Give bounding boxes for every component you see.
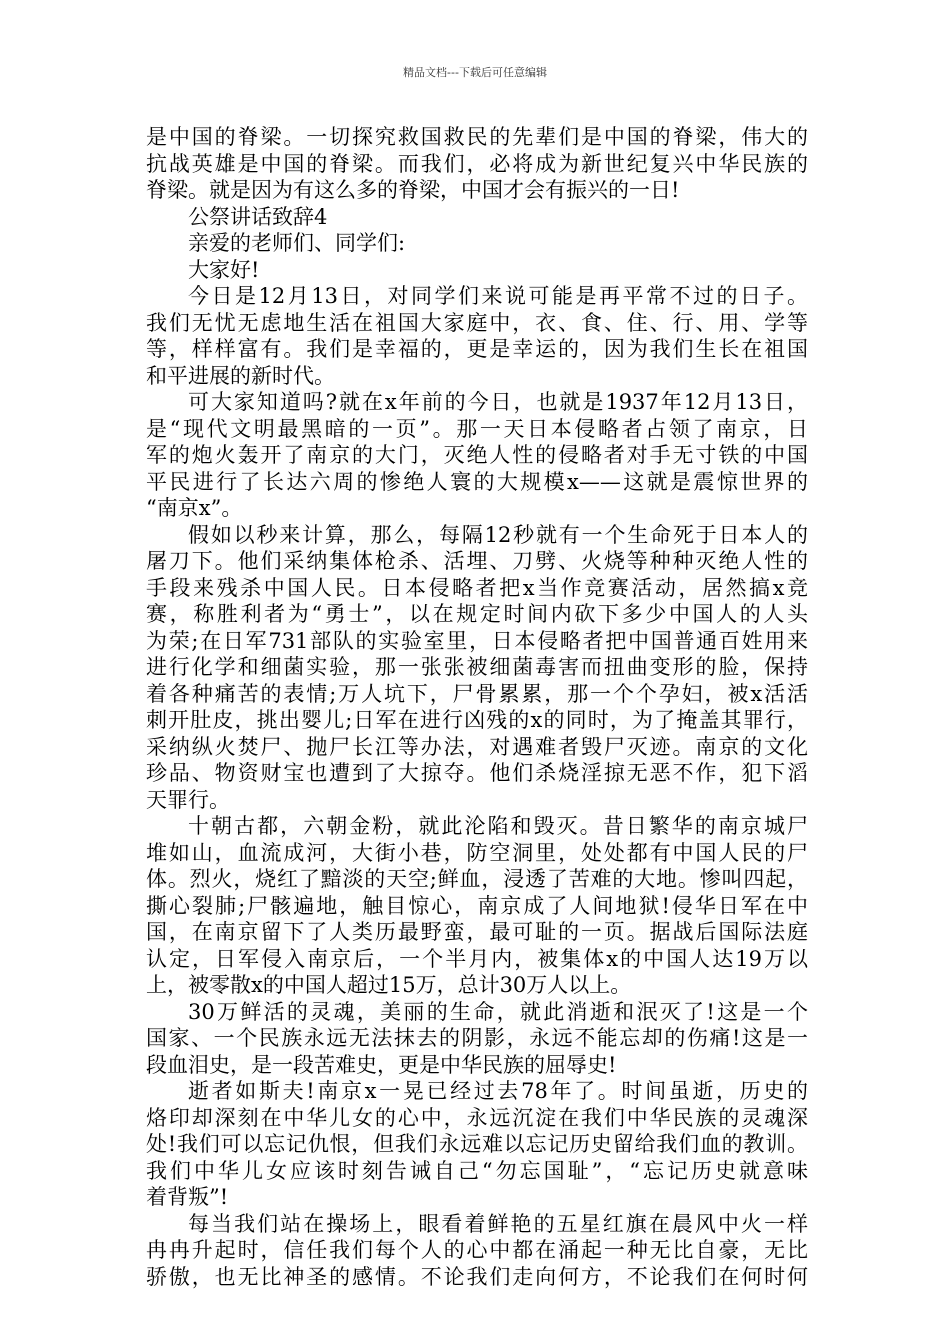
text-line: “南京x”。 (146, 496, 243, 520)
text-line: 赛，称胜利者为“勇士”，以在规定时间内砍下多少中国人的人头 (146, 602, 808, 626)
text-line: 逝者如斯夫!南京x一晃已经过去78年了。时间虽逝，历史的 (188, 1079, 808, 1103)
text-line: 为荣;在日军731部队的实验室里，日本侵略者把中国普通百姓用来 (146, 628, 808, 653)
text-line: 屠刀下。他们采纳集体枪杀、活埋、刀劈、火烧等种种灭绝人性的 (146, 549, 808, 573)
text-line: 冉冉升起时，信任我们每个人的心中都在涌起一种无比自豪，无比 (146, 1238, 808, 1262)
text-line: 珍品、物资财宝也遭到了大掠夺。他们杀烧淫掠无恶不作，犯下滔 (146, 761, 808, 785)
text-line: 大家好! (188, 257, 260, 282)
text-line: 天罪行。 (146, 787, 230, 812)
text-line: 是中国的脊梁。一切探究救国救民的先辈们是中国的脊梁，伟大的 (146, 125, 808, 149)
page-header: 精品文档---下载后可任意编辑 (403, 66, 547, 79)
text-line: 堆如山，血流成河，大街小巷，防空洞里，处处都有中国人民的尸 (146, 840, 808, 865)
text-line: 上，被零散x的中国人超过15万，总计30万人以上。 (146, 973, 632, 997)
text-line: 脊梁。就是因为有这么多的脊梁，中国才会有振兴的一日! (146, 178, 680, 202)
text-line: 刺开肚皮，挑出婴儿;日军在进行凶残的x的同时，为了掩盖其罪行， (146, 708, 808, 732)
text-line: 手段来残杀中国人民。日本侵略者把x当作竞赛活动，居然搞x竞 (146, 575, 808, 600)
text-line: 假如以秒来计算，那么，每隔12秒就有一个生命死于日本人的 (188, 522, 808, 547)
text-line: 着背叛”! (146, 1185, 229, 1209)
document-body (146, 124, 808, 1290)
text-line: 公祭讲话致辞4 (188, 204, 328, 229)
text-line: 30万鲜活的灵魂，美丽的生命，就此消逝和泯灭了!这是一个 (188, 999, 808, 1024)
text-line: 烙印却深刻在中华儿女的心中，永远沉淀在我们中华民族的灵魂深 (146, 1105, 808, 1130)
text-line: 进行化学和细菌实验，那一张张被细菌毒害而扭曲变形的脸，保持 (146, 655, 808, 679)
text-line: 可大家知道吗?就在x年前的今日，也就是1937年12月13日， (188, 390, 808, 414)
text-line: 采纳纵火焚尸、抛尸长江等办法，对遇难者毁尸灭迹。南京的文化 (146, 734, 808, 759)
text-line: 段血泪史，是一段苦难史，更是中华民族的屈辱史! (146, 1052, 617, 1077)
text-line: 每当我们站在操场上，眼看着鲜艳的五星红旗在晨风中火一样 (188, 1211, 808, 1236)
text-line: 骄傲，也无比神圣的感情。不论我们走向何方，不论我们在何时何 (146, 1264, 808, 1289)
text-line: 国家、一个民族永远无法抹去的阴影，永远不能忘却的伤痛!这是一 (146, 1026, 808, 1050)
text-line: 今日是12月13日，对同学们来说可能是再平常不过的日子。 (188, 284, 808, 308)
text-line: 认定，日军侵入南京后，一个半月内，被集体x的中国人达19万以 (146, 946, 808, 971)
text-line: 撕心裂肺;尸骸遍地，触目惊心，南京成了人间地狱!侵华日军在中 (146, 893, 808, 918)
text-line: 平民进行了长达六周的惨绝人寰的大规模x——这就是震惊世界的 (146, 469, 808, 494)
text-line: 我们中华儿女应该时刻告诫自己“勿忘国耻”，“忘记历史就意味 (146, 1158, 808, 1183)
text-line: 是“现代文明最黑暗的一页”。那一天日本侵略者占领了南京，日 (146, 416, 808, 441)
text-line: 等，样样富有。我们是幸福的，更是幸运的，因为我们生长在祖国 (146, 337, 808, 361)
text-line: 体。烈火，烧红了黯淡的天空;鲜血，浸透了苦难的大地。惨叫四起， (146, 867, 808, 891)
text-line: 国，在南京留下了人类历最野蛮，最可耻的一页。据战后国际法庭 (146, 920, 808, 944)
text-line: 军的炮火轰开了南京的大门，灭绝人性的侵略者对手无寸铁的中国 (146, 443, 808, 467)
text-line: 抗战英雄是中国的脊梁。而我们，必将成为新世纪复兴中华民族的 (146, 151, 808, 176)
text-line: 着各种痛苦的表情;万人坑下，尸骨累累，那一个个孕妇，被x活活 (146, 681, 808, 706)
text-line: 和平进展的新时代。 (146, 363, 335, 388)
text-line: 处!我们可以忘记仇恨，但我们永远难以忘记历史留给我们血的教训。 (146, 1132, 808, 1156)
text-line: 我们无忧无虑地生活在祖国大家庭中，衣、食、住、行、用、学等 (146, 310, 808, 335)
text-line: 亲爱的老师们、同学们: (188, 231, 406, 255)
text-line: 十朝古都，六朝金粉，就此沦陷和毁灭。昔日繁华的南京城尸 (188, 814, 808, 838)
